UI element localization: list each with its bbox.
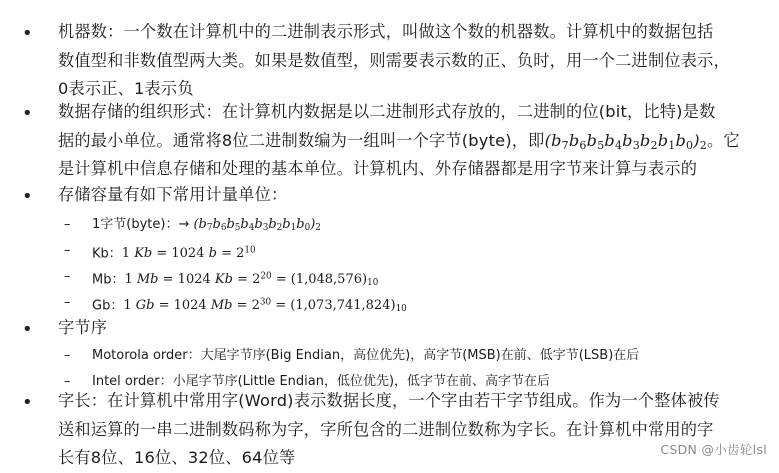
byte-order-intel: Intel order：小尾字节序(Little Endian，低位优先)，低字节在前、高字节在后 bbox=[92, 374, 551, 389]
bullet-marker: • bbox=[22, 186, 33, 207]
paragraph-machine-number bbox=[58, 18, 758, 104]
text-line: 长有8位、16位、32位、64位等 bbox=[58, 448, 296, 467]
bullet-marker: • bbox=[22, 103, 33, 124]
unit-kb bbox=[92, 238, 752, 267]
unit-byte bbox=[92, 212, 752, 241]
dash-marker: – bbox=[64, 243, 71, 258]
unit-formula: 1 Gb = 1024 $Mb = 2^{30} = (1,073,741,824)_{10}$ bbox=[123, 298, 407, 315]
text-line bbox=[58, 127, 758, 156]
bullet-marker: • bbox=[22, 319, 33, 340]
text-line: 数据存储的组织形式：在计算机内数据是以二进制形式存放的，二进制的位(bit，比特)是数 bbox=[58, 102, 716, 121]
text-line: 机器数：一个数在计算机中的二进制表示形式，叫做这个数的机器数。计算机中的数据包括 bbox=[58, 22, 714, 41]
dash-marker: – bbox=[64, 348, 71, 363]
dash-marker: – bbox=[64, 374, 71, 389]
watermark: CSDN @小齿轮lsl bbox=[660, 442, 767, 457]
unit-label: Mb： bbox=[92, 272, 125, 288]
text-line: 字节序 bbox=[58, 318, 108, 337]
dash-marker: – bbox=[64, 295, 71, 310]
text-segment: 。它 bbox=[706, 130, 740, 150]
unit-formula: 1 Mb = 1024 $Kb = 2^{20} = (1,048,576)_{10}$ bbox=[124, 272, 379, 289]
bullet-marker: • bbox=[22, 23, 33, 44]
text-line: 是计算机中信息存储和处理的基本单位。计算机内、外存储器都是用字节来计算与表示的 bbox=[58, 159, 698, 178]
dash-marker: – bbox=[64, 269, 71, 284]
text-line: 数值型和非数值型两大类。如果是数值型，则需要表示数的正、负时，用一个二进制位表示， bbox=[58, 50, 730, 70]
dash-marker: – bbox=[64, 217, 71, 232]
byte-bits-formula: $(b_7b_6b_5b_4b_3b_2b_1b_0)_2$ bbox=[544, 130, 707, 152]
byte-order-motorola: Motorola order：大尾字节序(Big Endian，高位优先)，高字节(MSB)在前、低字节(LSB)在后 bbox=[92, 348, 640, 363]
text-line: 送和运算的一串二进制数码称为字，字所包含的二进制位数称为字长。在计算机中常用的字 bbox=[58, 419, 714, 439]
unit-formula: $(b_7b_6b_5b_4b_3b_2b_1b_0)_2$ bbox=[193, 217, 321, 234]
bullet-marker: • bbox=[22, 392, 33, 413]
text-line: 字长：在计算机中常用字(Word)表示数据长度，一个字由若干字节组成。作为一个整体被传 bbox=[58, 391, 720, 410]
unit-label: 1字节(byte)：→ bbox=[92, 217, 194, 232]
paragraph-storage-units bbox=[58, 181, 758, 210]
text-line: 存储容量有如下常用计量单位： bbox=[58, 185, 288, 204]
paragraph-word-length bbox=[58, 387, 758, 473]
text-line: 0表示正、1表示负 bbox=[58, 79, 194, 98]
paragraph-storage-format bbox=[58, 98, 758, 184]
unit-label: Kb： bbox=[92, 246, 122, 262]
paragraph-byte-order bbox=[58, 314, 758, 343]
text-segment: 据的最小单位。通常将8位二进制数编为一组叫一个字节(byte)，即 bbox=[58, 130, 545, 150]
unit-formula: 1 Kb = 1024 $b = 2^{10}$ bbox=[121, 246, 256, 262]
unit-label: Gb： bbox=[92, 298, 124, 314]
